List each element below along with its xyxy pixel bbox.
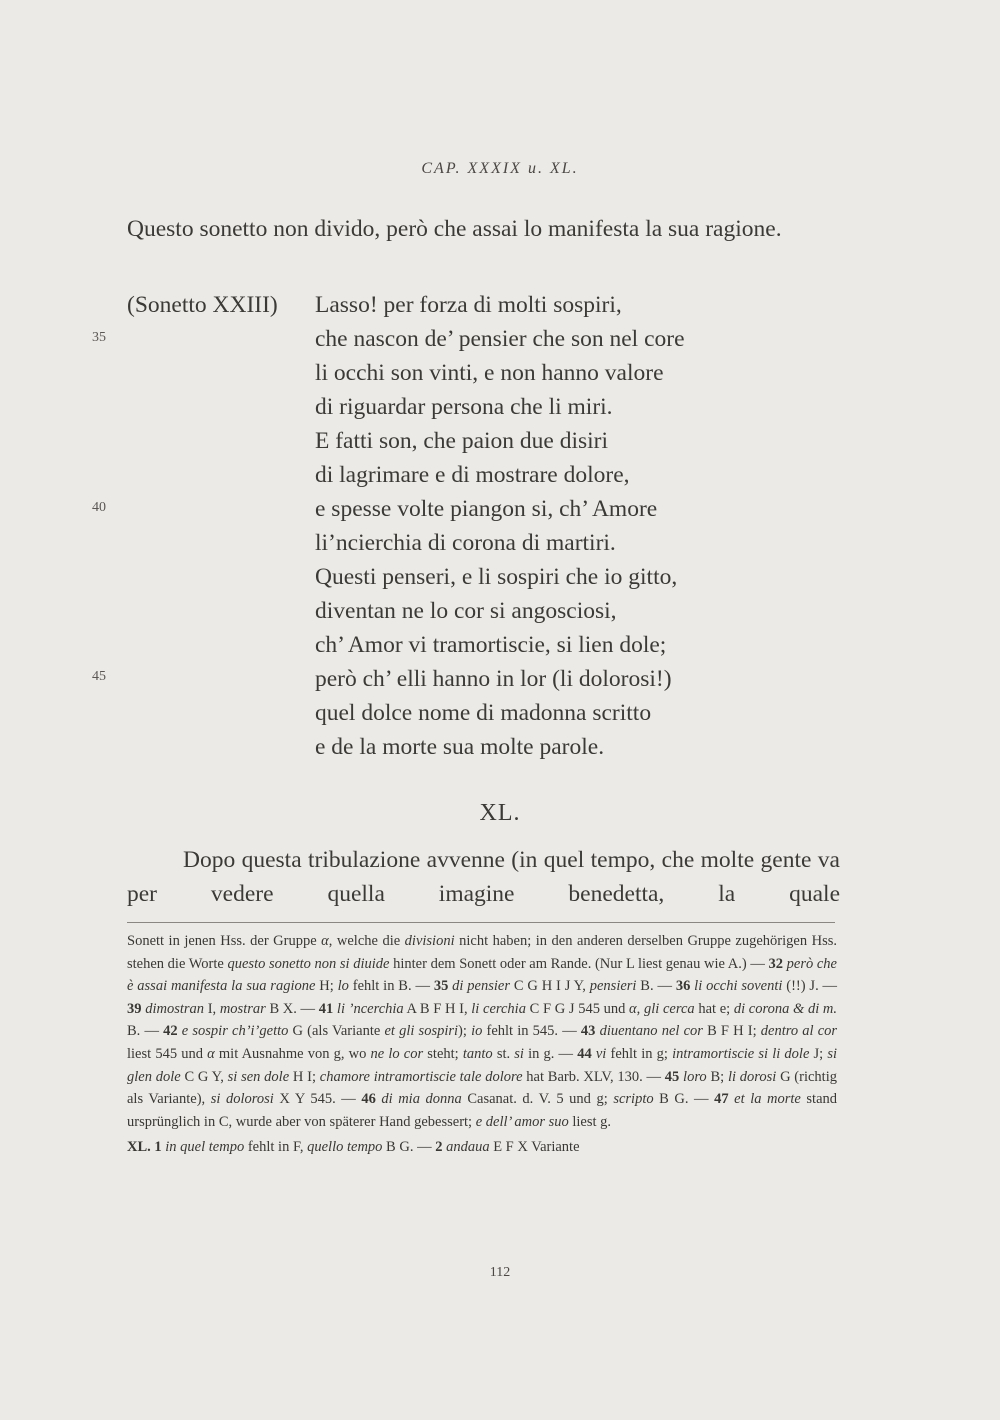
variant-reading: α — [629, 1000, 637, 1017]
critical-apparatus — [127, 930, 837, 1159]
line-number: 45 — [92, 669, 106, 684]
line-reference: 1 — [154, 1139, 162, 1156]
variant-reading: dimostran — [145, 1000, 205, 1017]
apparatus-text: hinter dem Sonett oder am Rande. (Nur L liest genau wie A.) — — [389, 955, 769, 972]
variant-reading: e dell’ amor suo — [475, 1113, 569, 1130]
apparatus-text: J; — [809, 1045, 828, 1062]
apparatus-text: hat e; — [694, 1000, 734, 1017]
apparatus-text: B F H I; — [702, 1023, 761, 1040]
apparatus-text: mit Ausnahme von g, wo — [214, 1045, 371, 1062]
apparatus-text: fehlt in B. — — [348, 978, 434, 995]
apparatus-text: hat Barb. XLV, 130. — — [522, 1068, 665, 1085]
variant-reading: scripto — [613, 1091, 654, 1108]
line-reference: 43 — [580, 1023, 596, 1040]
line-reference: 39 — [127, 1000, 142, 1017]
apparatus-text: G (richtig als Variante), — [127, 1068, 837, 1108]
line-reference: 35 — [433, 978, 449, 995]
variant-reading: però che è assai manifesta la sua ragione — [127, 955, 837, 995]
verse-line: ch’ Amor vi tramortiscie, si lien dole; — [315, 632, 667, 658]
verse-line: li occhi son vinti, e non hanno valore — [315, 360, 664, 386]
line-reference: 47 — [714, 1091, 729, 1108]
apparatus-text: C F G J 545 und — [525, 1000, 630, 1017]
verse-line: però ch’ elli hanno in lor (li dolorosi!) — [315, 666, 672, 692]
variant-reading: chamore intramortiscie tale dolore — [319, 1068, 523, 1085]
apparatus-text: stand ursprünglich in C, wurde aber von späterer Hand gebessert; — [127, 1091, 838, 1130]
variant-reading: loro — [683, 1068, 707, 1085]
apparatus-text: A B F H I, — [403, 1000, 472, 1017]
apparatus-text: B G. — — [653, 1091, 715, 1108]
variant-reading: lo — [337, 978, 349, 995]
variant-reading: e sospir ch’i’getto — [181, 1023, 289, 1040]
apparatus-text: liest g. — [568, 1113, 612, 1130]
variant-reading: li ’ncerchia — [336, 1000, 404, 1017]
sonnet-label: (Sonetto XXIII) — [127, 292, 278, 318]
apparatus-text: Casanat. d. V. 5 und g; — [461, 1091, 614, 1108]
variant-reading: in quel tempo — [165, 1139, 245, 1156]
apparatus-text: X Y 545. — — [273, 1091, 362, 1108]
line-reference: 2 — [435, 1139, 443, 1156]
apparatus-text: C G H I J Y, — [510, 978, 590, 995]
apparatus-text: G (als Variante — [288, 1023, 385, 1040]
verse-line: diventan ne lo cor si angosciosi, — [315, 598, 617, 624]
apparatus-text: steht; — [423, 1045, 463, 1062]
variant-reading: questo sonetto non si diuide — [227, 955, 390, 972]
chapter-paragraph: Dopo questa tribulazione avvenne (in quel tempo, che molte gente va per vedere quella imagine benedetta, la quale — [127, 847, 840, 907]
apparatus-text: B G. — — [382, 1139, 436, 1156]
variant-reading: diuentano nel cor — [599, 1023, 703, 1040]
line-reference: 42 — [163, 1023, 178, 1040]
apparatus-text: C G Y, — [180, 1068, 228, 1085]
verse-line: Lasso! per forza di molti sospiri, — [315, 292, 622, 318]
variant-reading: andaua — [446, 1139, 490, 1156]
apparatus-text: B. — — [636, 978, 676, 995]
verse-line: li’ncierchia di corona di martiri. — [315, 530, 616, 556]
variant-reading: divisioni — [404, 933, 455, 949]
apparatus-text: B X. — — [265, 1000, 319, 1017]
apparatus-text: fehlt in g; — [606, 1045, 673, 1062]
variant-reading: si glen dole — [127, 1045, 838, 1085]
variant-reading: si dolorosi — [210, 1091, 274, 1108]
variant-reading: α — [207, 1045, 215, 1062]
apparatus-text: Sonett in jenen Hss. der Gruppe — [127, 933, 322, 949]
variant-reading: mostrar — [219, 1000, 266, 1017]
apparatus-text: fehlt in 545. — — [482, 1023, 581, 1040]
variant-reading: vi — [595, 1045, 607, 1062]
verse-line: E fatti son, che paion due disiri — [315, 428, 609, 454]
line-reference: XL. — [127, 1139, 151, 1156]
variant-reading: intramortiscie si li dole — [672, 1045, 810, 1062]
apparatus-text: B; — [706, 1068, 728, 1085]
intro-paragraph: Questo sonetto non divido, però che assai lo manifesta la sua ragione. — [127, 216, 782, 242]
variant-reading: di pensier — [452, 978, 510, 995]
line-reference: 44 — [577, 1045, 592, 1062]
footnote-rule — [127, 922, 835, 923]
variant-reading: ne lo cor — [370, 1045, 424, 1062]
apparatus-text: liest 545 und — [127, 1045, 208, 1062]
apparatus-text: E F X Variante — [489, 1139, 580, 1156]
verse-line: e de la morte sua molte parole. — [315, 734, 605, 760]
sonnet-verses — [315, 288, 835, 764]
line-reference: 32 — [768, 955, 783, 972]
page-number: 112 — [489, 1265, 511, 1280]
variant-reading: et la morte — [734, 1091, 801, 1108]
line-reference: 36 — [675, 978, 691, 995]
variant-reading: et gli sospiri — [384, 1023, 459, 1040]
variant-reading: α — [321, 933, 329, 949]
verse-line: Questi penseri, e li sospiri che io gitto, — [315, 564, 678, 590]
line-number: 40 — [92, 500, 106, 515]
variant-reading: si sen dole — [227, 1068, 290, 1085]
apparatus-text: H; — [315, 978, 338, 995]
running-head: CAP. XXXIX u. XL. — [421, 160, 579, 177]
apparatus-paragraph — [127, 930, 837, 1133]
apparatus-text: H I; — [289, 1068, 320, 1085]
variant-reading: gli cerca — [643, 1000, 695, 1017]
apparatus-text: fehlt in F, — [244, 1139, 308, 1156]
apparatus-text: I, — [204, 1000, 220, 1017]
variant-reading: di mia donna — [381, 1091, 462, 1108]
verse-line: e spesse volte piangon si, ch’ Amore — [315, 496, 658, 522]
apparatus-text: nicht haben; in den anderen derselben Gruppe zugehörigen Hss. stehen die Worte — [127, 933, 837, 972]
apparatus-text: , — [636, 1000, 644, 1017]
chapter-heading: XL. — [479, 800, 521, 826]
apparatus-text: st. — [492, 1045, 515, 1062]
line-reference: 46 — [361, 1091, 376, 1108]
variant-reading: li occhi soventi — [694, 978, 783, 995]
apparatus-text: , welche die — [328, 933, 405, 949]
variant-reading: li dorosi — [727, 1068, 777, 1085]
variant-reading: io — [471, 1023, 483, 1040]
verse-line: di riguardar persona che li miri. — [315, 394, 613, 420]
apparatus-text: B. — — [127, 1023, 164, 1040]
verse-line: di lagrimare e di mostrare dolore, — [315, 462, 630, 488]
apparatus-paragraph-xl — [127, 1136, 837, 1159]
apparatus-text: ); — [458, 1023, 472, 1040]
line-number: 35 — [92, 330, 106, 345]
variant-reading: tanto — [462, 1045, 493, 1062]
apparatus-text: in g. — — [523, 1045, 578, 1062]
variant-reading: pensieri — [589, 978, 637, 995]
variant-reading: si — [514, 1045, 524, 1062]
variant-reading: quello tempo — [307, 1139, 383, 1156]
verse-line: quel dolce nome di madonna scritto — [315, 700, 652, 726]
variant-reading: di corona & di m. — [733, 1000, 838, 1017]
apparatus-text: (!!) J. — — [782, 978, 838, 995]
variant-reading: dentro al cor — [760, 1023, 838, 1040]
line-reference: 45 — [664, 1068, 680, 1085]
line-reference: 41 — [318, 1000, 334, 1017]
variant-reading: li cerchia — [471, 1000, 526, 1017]
verse-line: che nascon de’ pensier che son nel core — [315, 326, 685, 352]
